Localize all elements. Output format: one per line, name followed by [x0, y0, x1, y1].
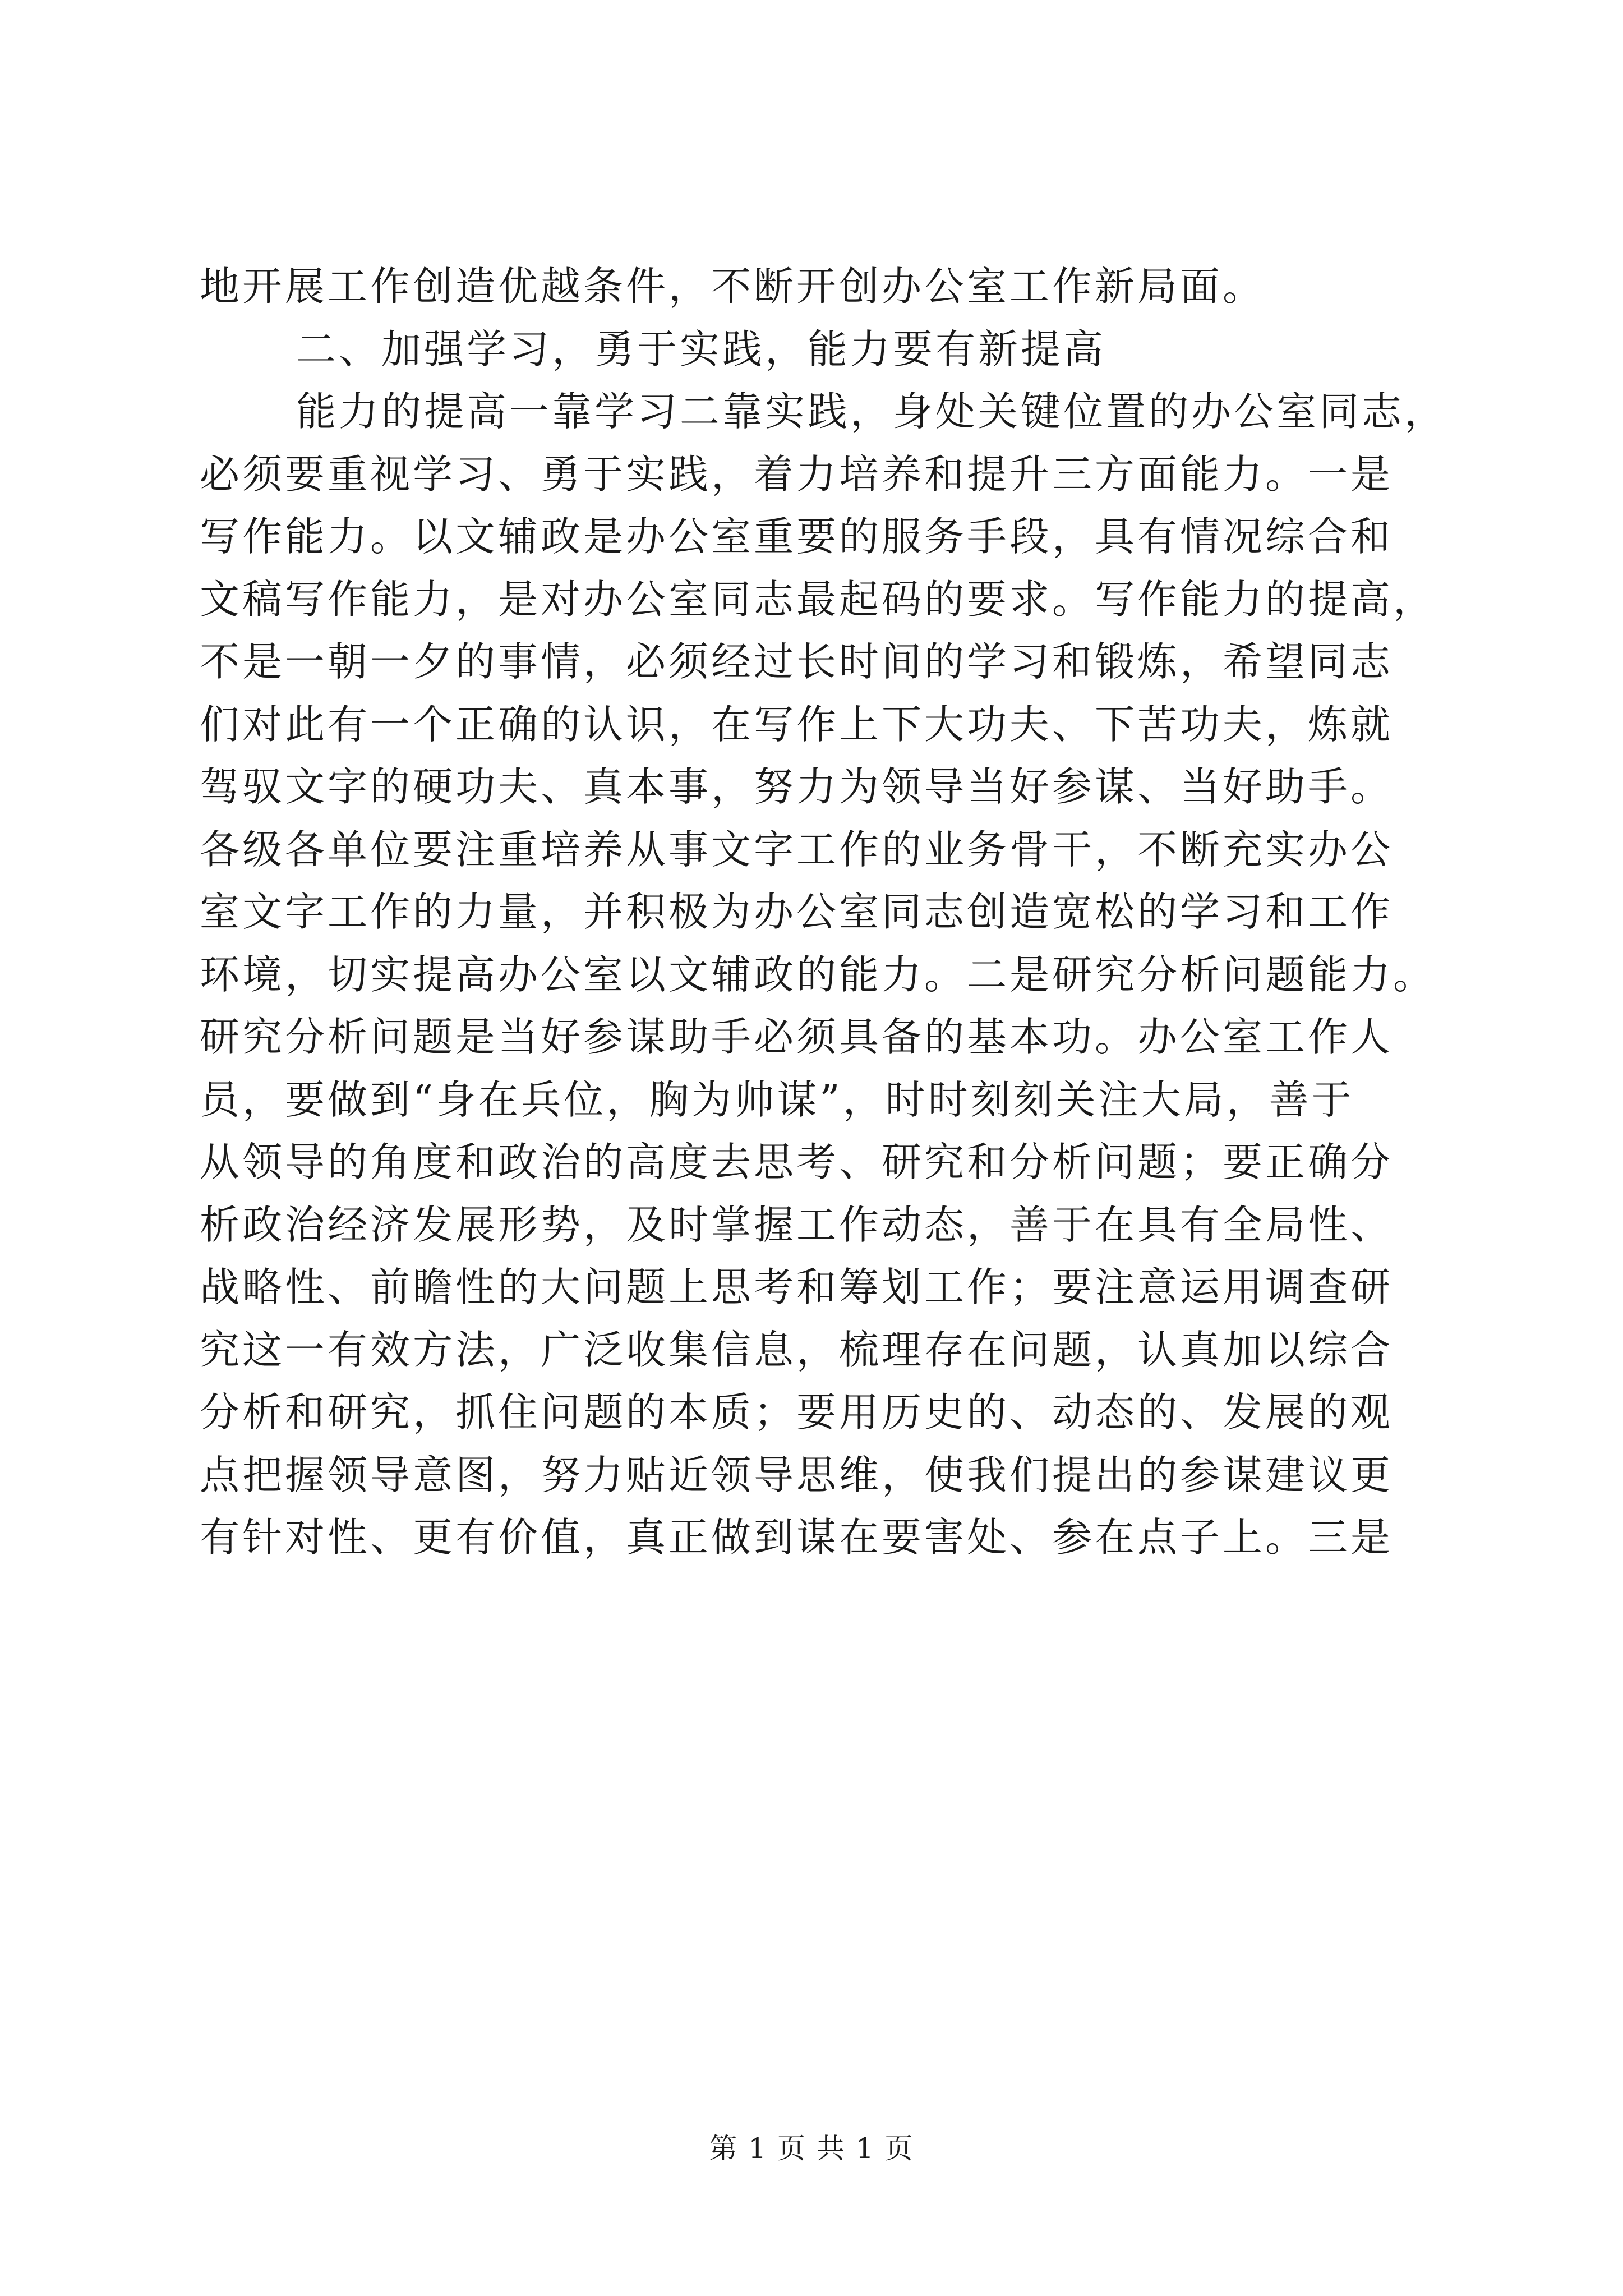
section-heading: 二、加强学习，勇于实践，能力要有新提高	[296, 325, 1106, 372]
text-line-20: 点把握领导意图，努力贴近领导思维，使我们提出的参谋建议更	[200, 1451, 1394, 1498]
text-line-4: 必须要重视学习、勇于实践，着力培养和提升三方面能力。一是	[200, 450, 1394, 498]
text-line-3: 能力的提高一靠学习二靠实践，身处关键位置的办公室同志，	[296, 388, 1447, 435]
text-line-15: 从领导的角度和政治的高度去思考、研究和分析问题；要正确分	[200, 1139, 1394, 1185]
document-body	[200, 255, 1478, 1569]
text-line-5: 写作能力。以文辅政是办公室重要的服务手段，具有情况综合和	[200, 513, 1394, 560]
text-line-1: 地开展工作创造优越条件，不断开创办公室工作新局面。	[200, 263, 1266, 310]
text-line-19: 分析和研究，抓住问题的本质；要用历史的、动态的、发展的观	[200, 1389, 1394, 1435]
text-line-16: 析政治经济发展形势，及时掌握工作动态，善于在具有全局性、	[200, 1201, 1394, 1248]
text-line-7: 不是一朝一夕的事情，必须经过长时间的学习和锻炼，希望同志	[200, 638, 1394, 685]
text-line-21: 有针对性、更有价值，真正做到谋在要害处、参在点子上。三是	[200, 1514, 1394, 1561]
text-line-6: 文稿写作能力，是对办公室同志最起码的要求。写作能力的提高，	[200, 576, 1436, 623]
text-line-13: 研究分析问题是当好参谋助手必须具备的基本功。办公室工作人	[200, 1014, 1394, 1060]
text-line-17: 战略性、前瞻性的大问题上思考和筹划工作；要注意运用调查研	[200, 1264, 1394, 1310]
text-line-12: 环境，切实提高办公室以文辅政的能力。二是研究分析问题能力。	[200, 951, 1436, 998]
text-line-9: 驾驭文字的硬功夫、真本事，努力为领导当好参谋、当好助手。	[200, 763, 1394, 810]
text-line-10: 各级各单位要注重培养从事文字工作的业务骨干，不断充实办公	[200, 826, 1394, 873]
text-line-14: 员，要做到“身在兵位，胸为帅谋”，时时刻刻关注大局，善于	[200, 1076, 1354, 1123]
text-line-8: 们对此有一个正确的认识，在写作上下大功夫、下苦功夫，炼就	[200, 701, 1394, 748]
text-line-11: 室文字工作的力量，并积极为办公室同志创造宽松的学习和工作	[200, 889, 1394, 935]
page-footer: 第 1 页 共 1 页	[709, 2132, 914, 2165]
text-line-18: 究这一有效方法，广泛收集信息，梳理存在问题，认真加以综合	[200, 1326, 1394, 1373]
